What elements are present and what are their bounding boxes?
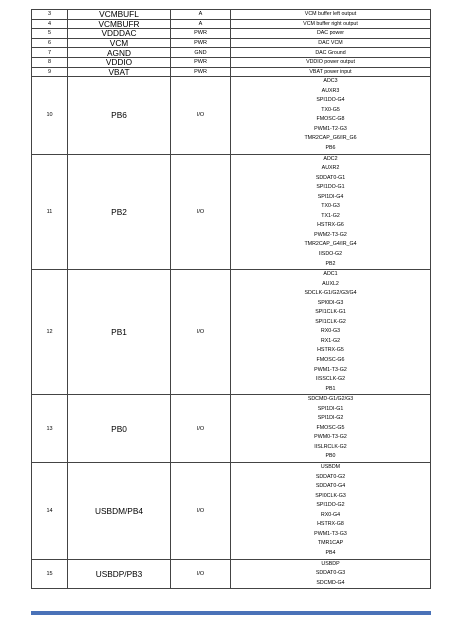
function-line: VCM buffer left output [304,11,357,18]
function-line: HSTRX-G8 [317,521,344,528]
pin-number: 3 [32,10,68,20]
pin-number: 14 [32,463,68,559]
pin-name: VDDIO [68,57,171,67]
pin-function [231,48,431,58]
function-line: DAC power [316,30,345,37]
function-line: AUXR2 [321,165,340,172]
function-line: SDDAT0-G1 [315,174,346,181]
pin-number: 8 [32,57,68,67]
function-line: DAC VCM [318,40,343,47]
table-row [32,29,431,39]
table-row [32,67,431,77]
pin-name: VCMBUFL [68,10,171,20]
pin-name: USBDM/PB4 [68,463,171,559]
pin-name: PB6 [68,77,171,154]
pin-function [231,19,431,29]
function-line: SDDAT0-G3 [315,570,346,577]
pin-type: I/O [171,270,231,395]
pin-name: VDDDAC [68,29,171,39]
function-line: TX0-G5 [321,106,340,113]
pin-function [231,77,431,154]
function-line: PB0 [325,453,336,460]
pin-function [231,154,431,270]
function-line: PWM2-T3-G2 [314,231,347,238]
pin-type: PWR [171,29,231,39]
pin-number: 6 [32,38,68,48]
function-line: SPI1DI-G2 [317,415,344,422]
function-line: PB1 [325,385,336,392]
pin-table-body [32,10,431,589]
pin-name: VCM [68,38,171,48]
function-line: TX0-G3 [321,203,340,210]
pin-type: I/O [171,154,231,270]
function-line: PB4 [325,549,336,556]
pin-type: A [171,19,231,29]
pin-function [231,67,431,77]
function-line: ADC3 [323,78,338,85]
pin-number: 13 [32,395,68,463]
function-line: SPI0DI-G3 [317,299,344,306]
function-line: PB2 [325,260,336,267]
pin-type: PWR [171,67,231,77]
table-row [32,19,431,29]
function-line: SDCLK-G1/G2/G3/G4 [304,290,357,297]
function-line: IISDO-G2 [318,251,343,257]
function-line: FMOSC-G8 [316,116,345,123]
pin-type: I/O [171,463,231,559]
pin-function [231,395,431,463]
function-line: TMR2CAP_G4/IR_G4 [304,241,357,248]
function-line: AUXR3 [321,87,340,94]
function-line: ADC1 [323,271,338,278]
function-line: USBDP [321,560,340,567]
pin-name: AGND [68,48,171,58]
table-row [32,77,431,154]
pin-name: VCMBUFR [68,19,171,29]
function-line: SPI1DO-G2 [316,502,345,509]
function-line: HSTRX-G5 [317,347,344,354]
function-line: SPI1CLK-G1 [315,309,346,316]
function-line: VBAT power input [309,68,352,75]
pin-name: VBAT [68,67,171,77]
function-line: USBDM [320,464,341,471]
function-line: VDDIO power output [306,59,355,66]
function-line: PWM1-T2-G3 [314,125,347,132]
function-line: FMOSC-G5 [316,424,345,431]
table-row [32,154,431,270]
pin-number: 12 [32,270,68,395]
table-row [32,270,431,395]
pin-name: PB1 [68,270,171,395]
function-line: TX1-G2 [321,212,340,219]
function-line: FMOSC-G6 [316,357,345,364]
function-line: SDDAT0-G4 [315,483,346,490]
function-line: SPI1DI-G1 [317,405,344,412]
pin-function [231,38,431,48]
table-row [32,395,431,463]
pin-type: PWR [171,57,231,67]
pin-function [231,57,431,67]
pin-number: 5 [32,29,68,39]
pin-name: PB0 [68,395,171,463]
function-line: TMR1CAP [317,540,344,547]
function-line: SDDAT0-G2 [315,473,346,480]
table-row [32,10,431,20]
function-line: PWM0-T3-G2 [314,434,347,441]
function-line: SPI1CLK-G2 [315,318,346,325]
function-line: SPI1DI-G4 [317,193,344,200]
pin-number: 15 [32,559,68,589]
table-row [32,57,431,67]
pin-number: 7 [32,48,68,58]
pin-type: PWR [171,38,231,48]
function-line: SDCMD-G1/G2/G3 [307,396,354,403]
function-line: RX0-G3 [320,328,341,335]
pin-function [231,10,431,20]
function-line: PWM1-T3-G2 [314,366,347,373]
pin-type: I/O [171,559,231,589]
pin-name: USBDP/PB3 [68,559,171,589]
pin-function [231,29,431,39]
function-line: IISSCLK-G2 [315,376,346,383]
pin-name: PB2 [68,154,171,270]
pin-number: 10 [32,77,68,154]
table-row [32,559,431,589]
function-line: RX1-G2 [320,337,341,344]
footer-bar [31,611,431,615]
function-line: SPI1DO-G1 [316,184,345,191]
pin-type: I/O [171,395,231,463]
pin-function [231,559,431,589]
pin-number: 4 [32,19,68,29]
function-line: VCM buffer right output [303,20,358,27]
function-line: PB6 [325,144,336,151]
table-row [32,463,431,559]
pin-table [31,9,431,589]
pin-type: I/O [171,77,231,154]
table-row [32,48,431,58]
function-line: IISLRCLK-G2 [314,443,347,450]
pin-number: 11 [32,154,68,270]
table-row [32,38,431,48]
pin-function [231,463,431,559]
pin-number: 9 [32,67,68,77]
function-line: PWM1-T3-G3 [314,530,347,537]
function-line: DAC Ground [315,49,346,56]
function-line: TMR2CAP_G6/IR_G6 [304,135,357,142]
pin-function [231,270,431,395]
function-line: AUXL2 [322,280,339,287]
function-line: RX0-G4 [320,511,341,518]
function-line: SPI0CLK-G3 [315,492,346,499]
pin-type: GND [171,48,231,58]
function-line: HSTRX-G6 [317,222,344,229]
function-line: SPI1DO-G4 [316,97,345,104]
function-line: ADC2 [323,155,338,162]
pin-type: A [171,10,231,20]
function-line: SDCMD-G4 [316,579,345,586]
